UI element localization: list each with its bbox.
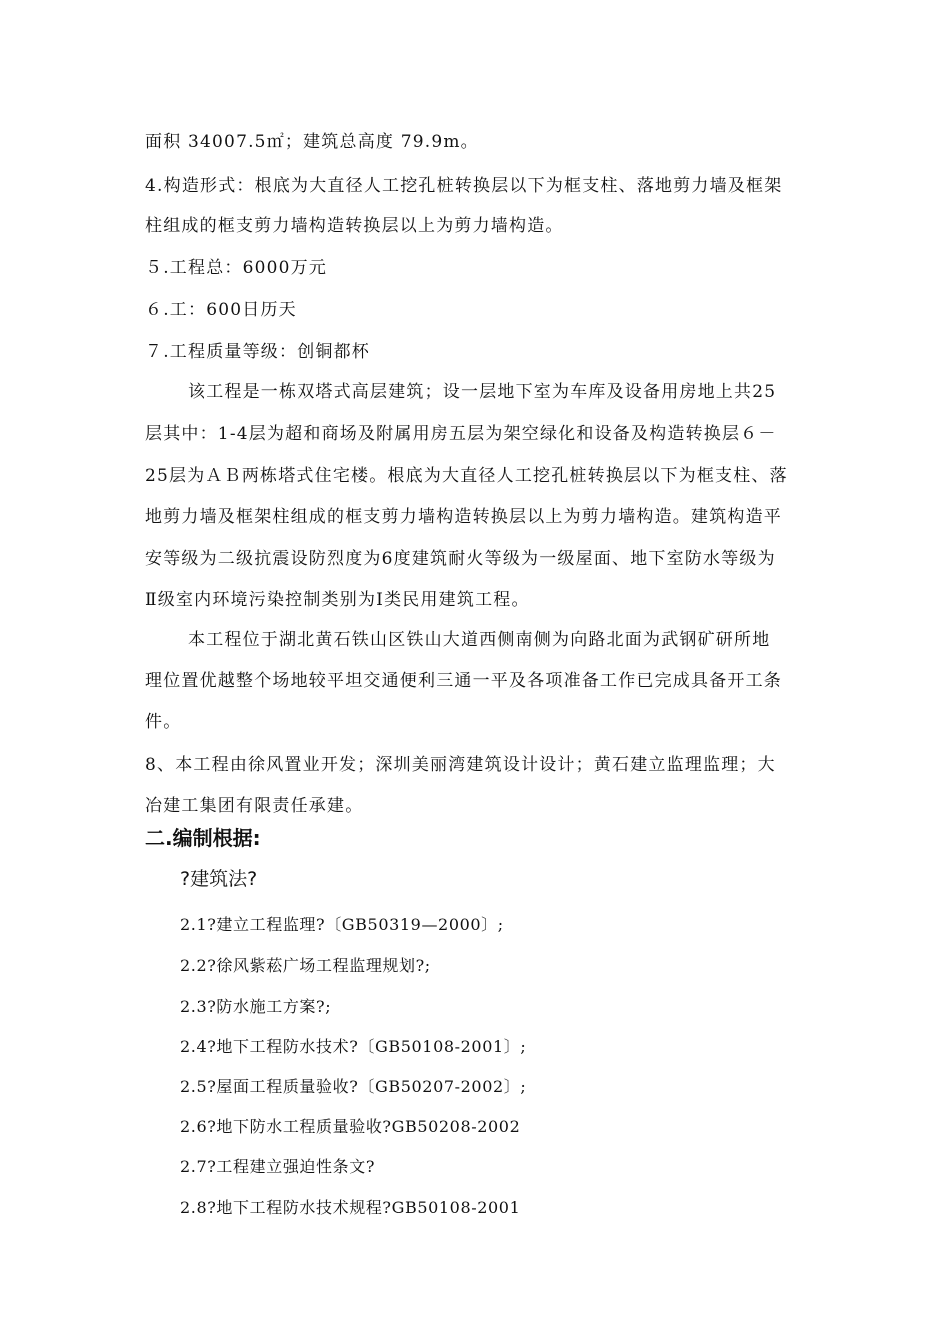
project-cost-line: ５.工程总：6000万元 xyxy=(145,258,328,278)
location-para-line-3: 件。 xyxy=(145,712,182,732)
overview-para-line-2: 层其中：1-4层为超和商场及附属用房五层为架空绿化和设备及构造转换层６－ xyxy=(145,424,777,444)
overview-para-line-1: 该工程是一栋双塔式高层建筑；设一层地下室为车库及设备用房地上共25 xyxy=(188,382,777,402)
quality-grade-line: ７.工程质量等级：创铜都杯 xyxy=(145,342,371,362)
location-para-line-2: 理位置优越整个场地较平坦交通便利三通一平及各项准备工作已完成具备开工条 xyxy=(145,671,782,691)
structure-form-line-1: 4.构造形式：根底为大直径人工挖孔桩转换层以下为框支柱、落地剪力墙及框架 xyxy=(145,176,783,196)
reference-item: 2.6?地下防水工程质量验收?GB50208-2002 xyxy=(180,1117,521,1136)
reference-item: 2.7?工程建立强迫性条文? xyxy=(180,1157,376,1176)
location-para-line-1: 本工程位于湖北黄石铁山区铁山大道西侧南侧为向路北面为武钢矿研所地 xyxy=(188,630,771,650)
reference-item: 2.5?屋面工程质量验收?〔GB50207-2002〕; xyxy=(180,1077,527,1096)
overview-para-line-3: 25层为ＡＢ两栋塔式住宅楼。根底为大直径人工挖孔桩转换层以下为框支柱、落 xyxy=(145,466,788,486)
overview-para-line-5: 安等级为二级抗震设防烈度为6度建筑耐火等级为一级屋面、地下室防水等级为 xyxy=(145,549,776,569)
reference-item: 2.8?地下工程防水技术规程?GB50108-2001 xyxy=(180,1198,521,1217)
structure-form-line-2: 柱组成的框支剪力墙构造转换层以上为剪力墙构造。 xyxy=(145,216,564,236)
reference-item: 2.3?防水施工方案?; xyxy=(180,997,332,1016)
overview-para-line-4: 地剪力墙及框架柱组成的框支剪力墙构造转换层以上为剪力墙构造。建筑构造平 xyxy=(145,507,782,527)
reference-item: 2.1?建立工程监理?〔GB50319—2000〕; xyxy=(180,915,504,934)
reference-item: 2.2?徐风紫菘广场工程监理规划?; xyxy=(180,956,431,975)
project-duration-line: ６.工：600日历天 xyxy=(145,300,297,320)
area-height-line: 面积 34007.5㎡；建筑总高度 79.9m。 xyxy=(145,132,479,152)
construction-law-ref: ?建筑法? xyxy=(180,868,258,890)
parties-line-1: 8、本工程由徐风置业开发；深圳美丽湾建筑设计设计；黄石建立监理监理；大 xyxy=(145,755,776,775)
reference-item: 2.4?地下工程防水技术?〔GB50108-2001〕; xyxy=(180,1037,527,1056)
parties-line-2: 冶建工集团有限责任承建。 xyxy=(145,796,364,816)
section-heading: 二.编制根据: xyxy=(145,826,261,850)
overview-para-line-6: Ⅱ级室内环境污染控制类别为Ⅰ类民用建筑工程。 xyxy=(145,590,530,610)
